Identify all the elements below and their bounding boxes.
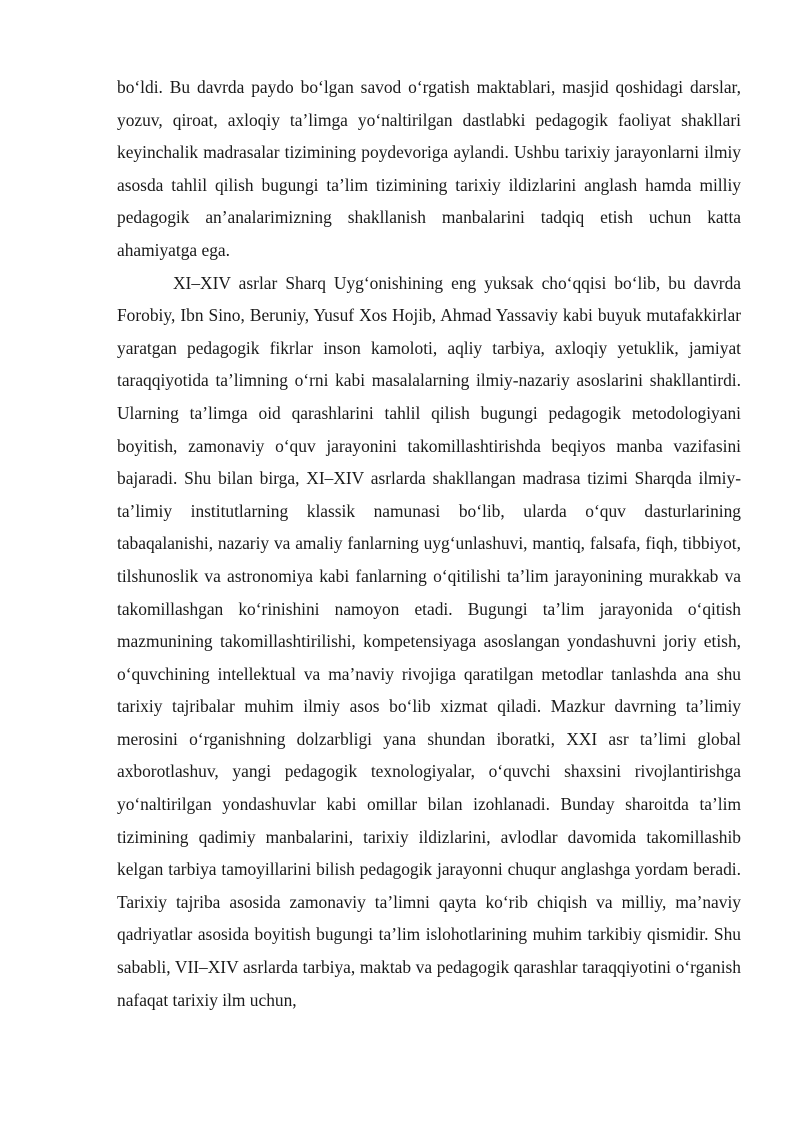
body-text — [117, 71, 741, 1016]
paragraph-1: bo‘ldi. Bu davrda paydo bo‘lgan savod o‘rgatish maktablari, masjid qoshidagi darslar, yozuv, qiroat, axloqiy ta’limga yo‘naltirilgan dastlabki pedagogik faoliyat shakllari keyinchalik madrasalar tizimining poydevoriga aylandi. Ushbu tarixiy jarayonlarni ilmiy asosda tahlil qilish bugungi ta’lim tizimining tarixiy ildizlarini anglash hamda milliy pedagogik an’analarimizning shakllanish manbalarini tadqiq etish uchun katta ahamiyatga ega. — [117, 77, 741, 260]
paragraph-2: XI–XIV asrlar Sharq Uyg‘onishining eng yuksak cho‘qqisi bo‘lib, bu davrda Forobiy, Ibn Sino, Beruniy, Yusuf Xos Hojib, Ahmad Yassaviy kabi buyuk mutafakkirlar yaratgan pedagogik fikrlar inson kamoloti, aqliy tarbiya, axloqiy yetuklik, jamiyat taraqqiyotida ta’limning o‘rni kabi masalalarning ilmiy-nazariy asoslarini shakllantirdi. Ularning ta’limga oid qarashlarini tahlil qilish bugungi pedagogik metodologiyani boyitish, zamonaviy o‘quv jarayonini takomillashtirishda beqiyos manba vazifasini bajaradi. Shu bilan birga, XI–XIV asrlarda shakllangan madrasa tizimi Sharqda ilmiy-ta’limiy institutlarning klassik namunasi bo‘lib, ularda o‘quv dasturlarining tabaqalanishi, nazariy va amaliy fanlarning uyg‘unlashuvi, mantiq, falsafa, fiqh, tibbiyot, tilshunoslik va astronomiya kabi fanlarning o‘qitilishi ta’lim jarayonining murakkab va takomillashgan ko‘rinishini namoyon etadi. Bugungi ta’lim jarayonida o‘qitish mazmunining takomillashtirilishi, kompetensiyaga asoslangan yondashuvni joriy etish, o‘quvchining intellektual va ma’naviy rivojiga qaratilgan metodlar tanlashda ana shu tarixiy tajribalar muhim ilmiy asos bo‘lib xizmat qiladi. Mazkur davrning ta’limiy merosini o‘rganishning dolzarbligi yana shundan iboratki, XXI asr ta’limi global axborotlashuv, yangi pedagogik texnologiyalar, o‘quvchi shaxsini rivojlantirishga yo‘naltirilgan yondashuvlar kabi omillar bilan izohlanadi. Bunday sharoitda ta’lim tizimining qadimiy manbalarini, tarixiy ildizlarini, avlodlar davomida takomillashib kelgan tarbiya tamoyillarini bilish pedagogik jarayonni chuqur anglashga yordam beradi. Tarixiy tajriba asosida zamonaviy ta’limni qayta ko‘rib chiqish va milliy, ma’naviy qadriyatlar asosida boyitish bugungi ta’lim islohotlarining muhim tarkibiy qismidir. Shu sababli, VII–XIV asrlarda tarbiya, maktab va pedagogik qarashlar taraqqiyotini o‘rganish nafaqat tarixiy ilm uchun, — [117, 272, 741, 1010]
